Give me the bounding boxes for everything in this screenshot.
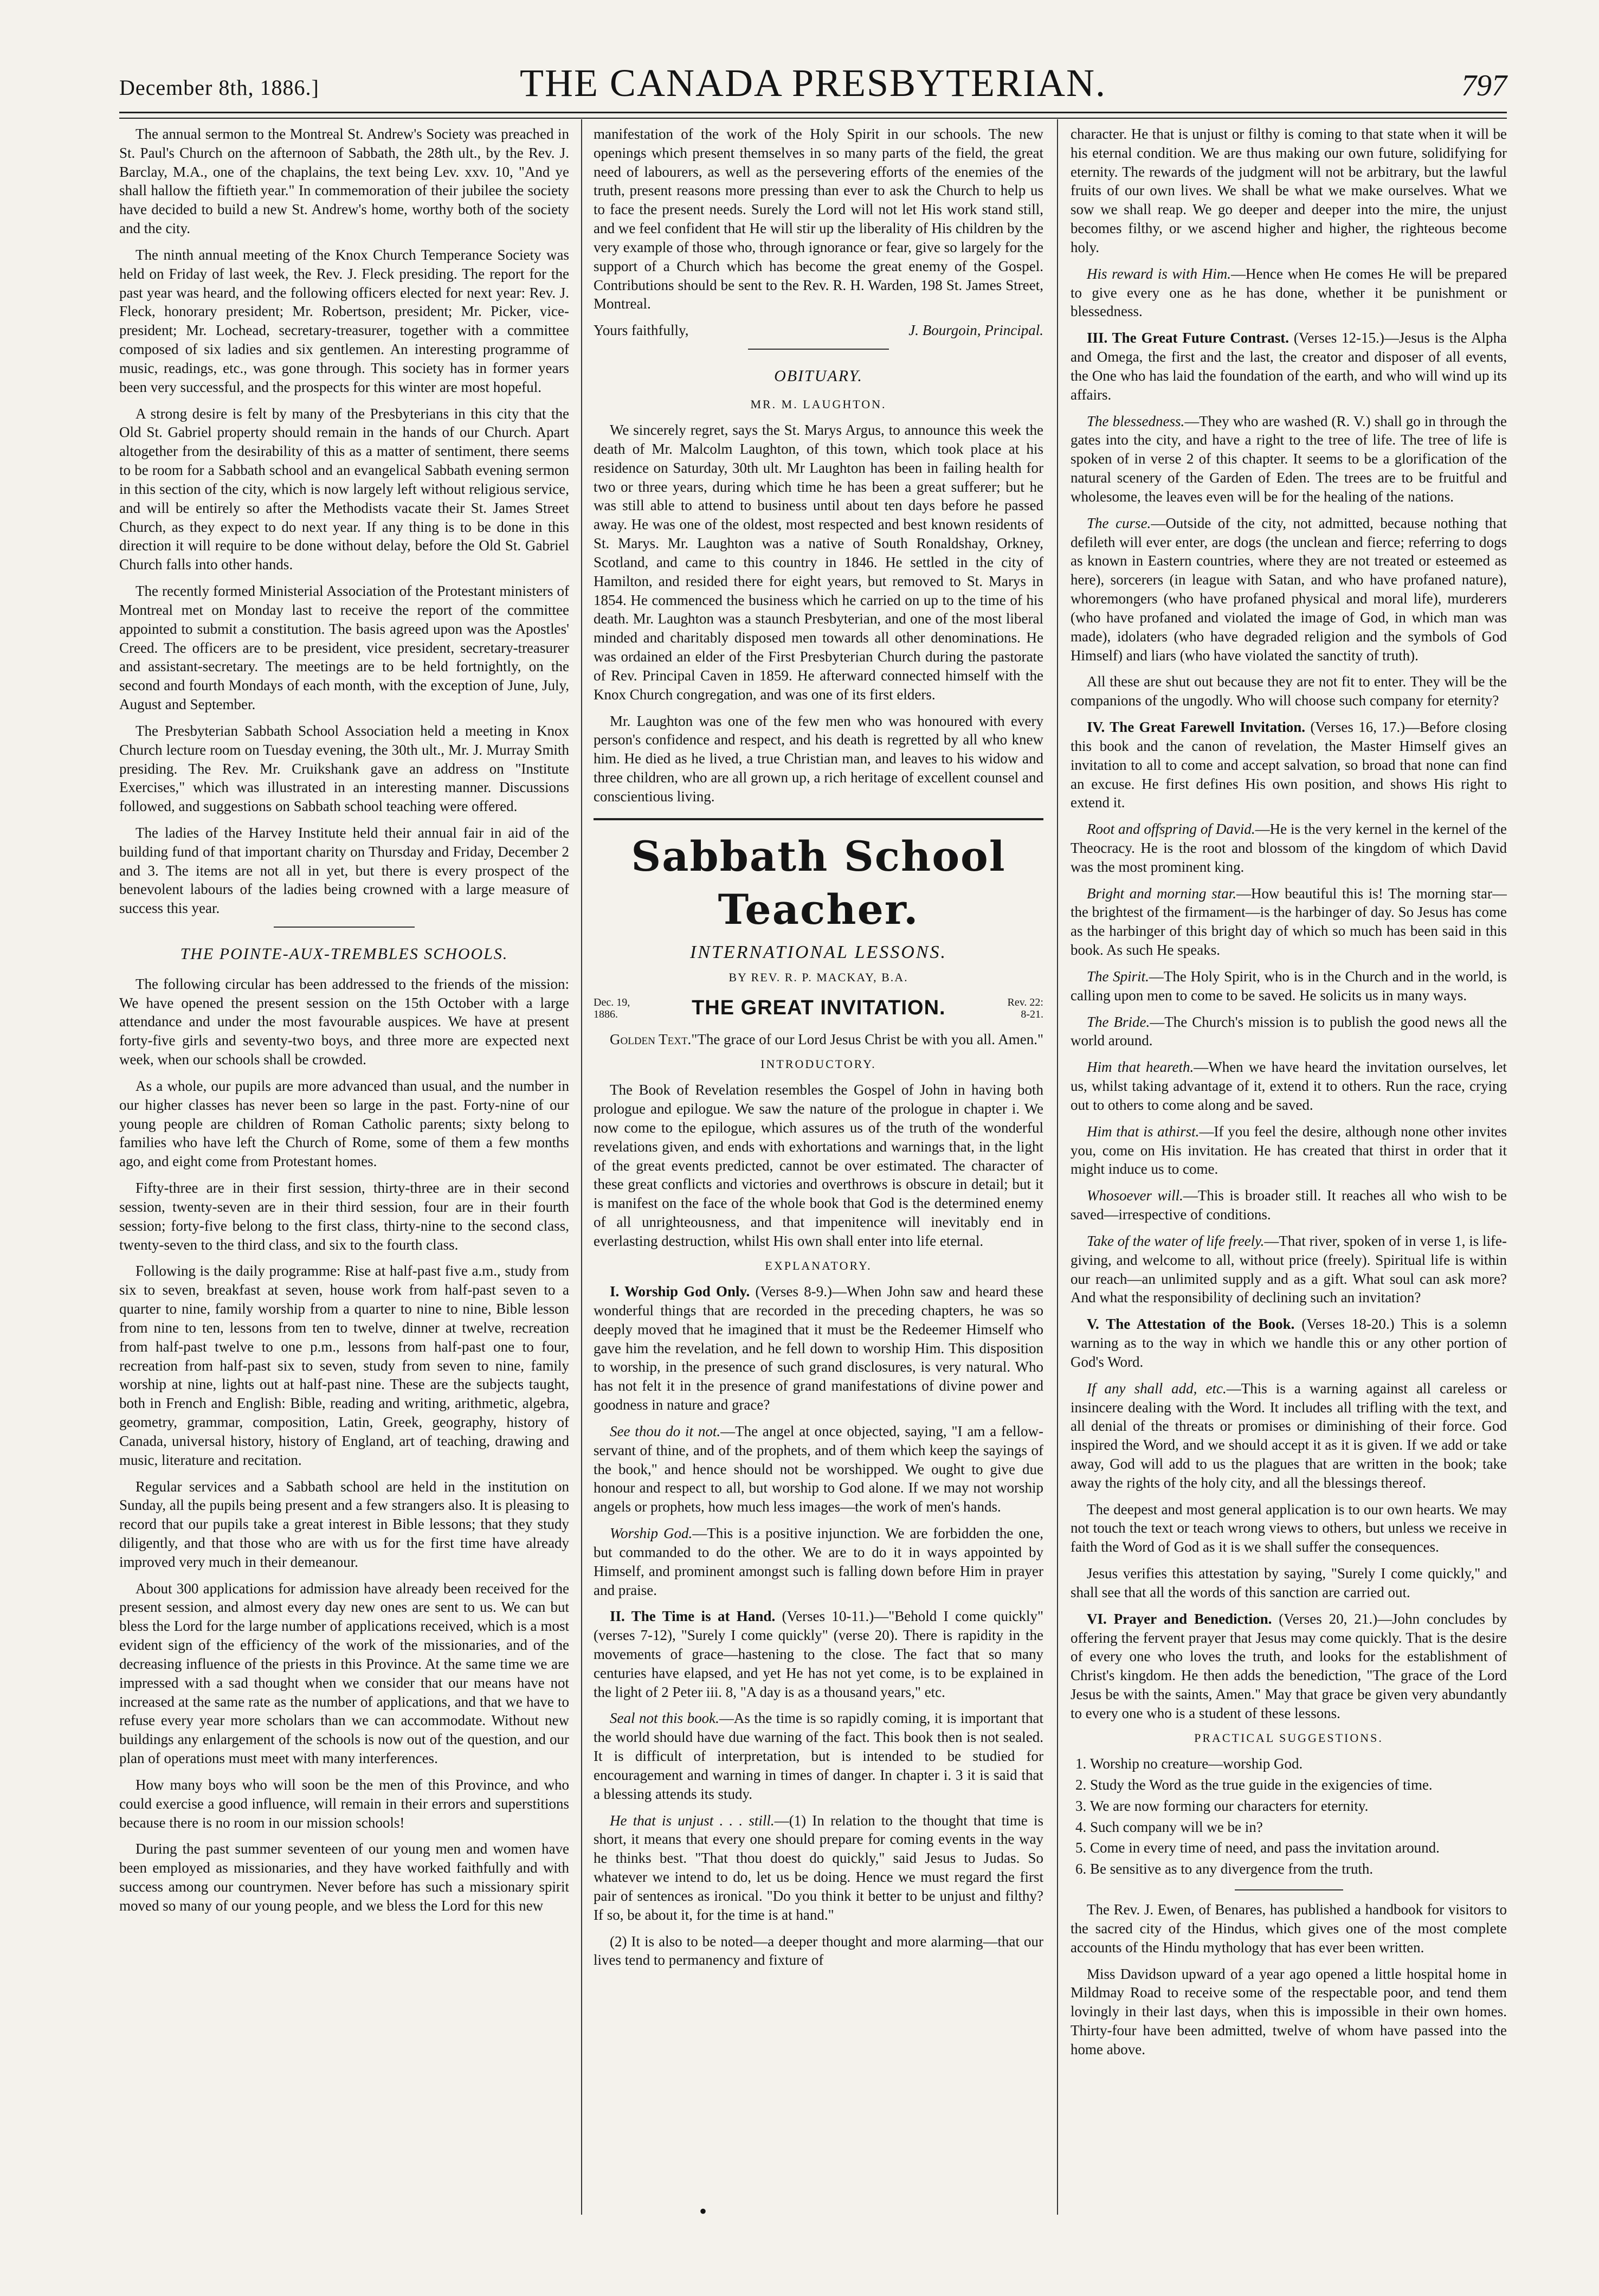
lesson-paragraph xyxy=(594,1607,1043,1701)
lesson-heading xyxy=(594,995,1043,1021)
news-paragraph: A strong desire is felt by many of the Presbyterians in this city that the Old St. Gabriel property should remain in the hands of our Church. Apart altogether from the desirability of this as a matter of sentiment, there seems to be room for a Sabbath school and an evangelical Sabbath evening sermon in this section of the city, which is now largely left without religious service, and will be entirely so after the Methodists vacate their St. James Street Church, as they expect to do next year. If any thing is to be done in this direction it will require to be done without delay, before the Old St. Gabriel Church falls into other hands. xyxy=(119,405,569,573)
point-heading: I. Worship God Only. xyxy=(610,1283,750,1300)
verse-body: —This is broader still. It reaches all who wish to be saved—irrespective of conditions. xyxy=(1071,1187,1507,1223)
suggestion-item: 5. Come in every time of need, and pass the invitation around. xyxy=(1090,1838,1507,1857)
article-paragraph: During the past summer seventeen of our young men and women have been employed as missionaries, and they have worked faithfully and with success among our countrymen. Never before has such a missionary spirit moved so many of our young people, and we bless the Lord for this new xyxy=(119,1841,569,1914)
golden-text xyxy=(594,1030,1043,1049)
verse-body: —(1) In relation to the thought that time is short, it means that every one should prepare for coming events in the way he thinks best. "That thou doest do quickly," said Jesus to Judas. So whatever we intend to do, let us be doing. Hence we must regard the first pair of sentences as ironical. "Do you think it better to be unjust and filthy? If so, be about it, for the time is at hand." xyxy=(594,1812,1043,1923)
article-paragraph: manifestation of the work of the Holy Spirit in our schools. The new openings which present themselves in so many parts of the field, the great need of labourers, as well as the persevering efforts of the enemies of the truth, present reasons more pressing than ever to ask the Church to help us to face the present needs. Surely the Lord will not let His work stand still, and we feel confident that He will stir up the liberality of His children by the very example of those who, through ignorance or fear, give so largely for the support of a Church which has become the great enemy of the Gospel. Contributions should be sent to the Rev. R. H. Warden, 198 St. James Street, Montreal. xyxy=(594,126,1043,312)
point-body: (Verses 8-9.)—When John saw and heard these wonderful things that are recorded in the preceding chapters, he was so deeply moved that he imagined that it must be the Redeemer Himself who gave him the revelation, and he fell down to worship Him. This disposition to worship, in the presence of such grand disclosures, is very natural. Who has not felt it in the presence of grand manifestations of divine power and goodness in nature and grace? xyxy=(594,1283,1043,1413)
lesson-paragraph: character. He that is unjust or filthy is coming to that state when it will be his eternal condition. We are thus making our own future, solidifying for eternity. The rewards of the judgment will not be arbitrary, but the lawful fruits of our own lives. We shall be what we make ourselves. What we sow we shall reap. We go deeper and deeper into the mire, the unjust becomes filthy, or we ascend higher and higher, the righteous become holy. xyxy=(1071,126,1507,255)
verse-phrase: His reward is with Him. xyxy=(1087,265,1231,282)
verse-body: —He is the very kernel in the kernel of the Theocracy. He is the root and blossom of the kingdom of which David was the most prominent king. xyxy=(1071,821,1507,875)
suggestion-item: 3. We are now forming our characters for eternity. xyxy=(1090,1797,1507,1816)
point-heading: III. The Great Future Contrast. xyxy=(1087,330,1289,346)
point-heading: IV. The Great Farewell Invitation. xyxy=(1087,719,1306,736)
section-divider xyxy=(274,927,415,928)
lesson-paragraph: All these are shut out because they are not fit to enter. They will be the companions of the ungodly. Who will choose such company for eternity? xyxy=(1071,673,1507,709)
suggestion-item: 2. Study the Word as the true guide in the exigencies of time. xyxy=(1090,1776,1507,1795)
lesson-paragraph xyxy=(1071,1232,1507,1307)
point-heading: VI. Prayer and Benediction. xyxy=(1087,1610,1272,1627)
verse-body: —The Holy Spirit, who is in the Church and in the world, is calling upon men to come to be saved. He solicits us in many ways. xyxy=(1071,968,1507,1004)
obituary-subject: MR. M. LAUGHTON. xyxy=(750,397,887,411)
obituary-paragraph: Mr. Laughton was one of the few men who was honoured with every person's confidence and respect, and his death is regretted by all who knew him. He died as he lived, a true Christian man, and leaves to his widow and three children, who are all grown up, a rich heritage of excellent counsel and conscientious living. xyxy=(594,712,1043,805)
point-body: (Verses 18-20.) This is a solemn warning as to the way in which we handle this or any other portion of God's Word. xyxy=(1071,1316,1507,1370)
suggestion-item: 1. Worship no creature—worship God. xyxy=(1090,1754,1507,1773)
lesson-paragraph xyxy=(594,1709,1043,1803)
news-paragraph: The annual sermon to the Montreal St. Andrew's Society was preached in St. Paul's Church on the afternoon of Sabbath, the 28th ult., by the Rev. J. Barclay, M.A., one of the chaplains, the text being Lev. xxv. 10, "And ye shall hallow the fiftieth year." In commemoration of their jubilee the society have decided to build a new St. Andrew's home, worthy both of the society and the city. xyxy=(119,126,569,237)
verse-body: —This is a positive injunction. We are forbidden the one, but commanded to do the other. We are to do it in ways appointed by Himself, and prominent amongst such is falling down before Him in prayer and praise. xyxy=(594,1525,1043,1598)
lesson-reference xyxy=(1008,996,1043,1020)
lesson-paragraph xyxy=(1071,967,1507,1005)
lesson-date-line: Dec. 19, xyxy=(594,996,630,1008)
lesson-paragraph xyxy=(1071,1186,1507,1224)
lesson-ref-line: 8-21. xyxy=(1021,1008,1043,1020)
sabbath-school-masthead: Sabbath School Teacher. xyxy=(594,818,1043,936)
verse-phrase: If any shall add, etc. xyxy=(1087,1380,1227,1397)
article-paragraph: How many boys who will soon be the men of this Province, and who could exercise a good influence, will remain in their errors and superstitions because there is no room in our mission schools! xyxy=(119,1776,569,1831)
lesson-paragraph xyxy=(594,1811,1043,1925)
section-divider xyxy=(1235,1889,1343,1890)
lesson-paragraph xyxy=(1071,1122,1507,1179)
point-heading: II. The Time is at Hand. xyxy=(610,1608,776,1625)
point-body: (Verses 16, 17.)—Before closing this book and the canon of revelation, the Master Himself gives an invitation to all to come and accept salvation, so broad that none can find an excuse. He first defines His own position, and shows His right to extend it. xyxy=(1071,719,1507,811)
column-rule xyxy=(1057,119,1058,2215)
golden-text-body: "The grace of our Lord Jesus Christ be with you all. Amen." xyxy=(691,1031,1043,1048)
lesson-paragraph xyxy=(1071,412,1507,506)
news-paragraph: The recently formed Ministerial Association of the Protestant ministers of Montreal met on Monday last to receive the report of the committee appointed to submit a constitution. The basis agreed upon was the Apostles' Creed. The officers are to be president, vice president, secretary-treasurer and assistant-secretary. The meetings are to be held fortnightly, on the second and fourth Mondays of each month, with the exception of June, July, August and September. xyxy=(119,583,569,713)
header-rule xyxy=(119,112,1507,119)
column-rule xyxy=(581,119,582,2215)
verse-body: —Outside of the city, not admitted, because nothing that defileth will ever enter, are dogs (the unclean and fierce; referring to dogs as known in Eastern countries, where they are not treated or esteemed as here), sorcerers (in league with Satan, and who have profaned nature), whoremongers (who have profaned physical and moral life), murderers (who have profaned and violated the image of God, in which man was made), idolaters (who have degraded religion and the symbols of God Himself) and liars (who have violated the sanctity of truth). xyxy=(1071,514,1507,664)
verse-phrase: The Bride. xyxy=(1087,1013,1150,1030)
lessons-subtitle: INTERNATIONAL LESSONS. xyxy=(689,942,947,962)
column-3 xyxy=(1071,125,1507,2226)
suggestion-item: 6. Be sensitive as to any divergence from the truth. xyxy=(1090,1860,1507,1879)
lesson-paragraph xyxy=(1071,329,1507,404)
obituary-heading: OBITUARY. xyxy=(774,367,863,385)
point-body: (Verses 12-15.)—Jesus is the Alpha and Omega, the first and the last, the creator and disposer of all events, the One who has laid the foundation of the earth, and who will wind up its affairs. xyxy=(1071,330,1507,403)
verse-body: —This is a warning against all careless or insincere dealing with the Word. It includes all trifling with the text, and all denial of the threats or promises or diminishing of their force. God inspired the Word, and we should accept it as it is given. If we add or take away, God will add to us the plagues that are written in the book; take away the rights of the holy city, and all the blessings thereof. xyxy=(1071,1380,1507,1491)
news-paragraph: The ninth annual meeting of the Knox Church Temperance Society was held on Friday of last week, the Rev. J. Fleck presiding. The report for the past year was heard, and the following officers elected for next year: Rev. J. Fleck, honorary president; Mr. Robertson, president; Mr. Picker, vice-president; Mr. Lochead, secretary-treasurer, together with a committee composed of six ladies and six gentlemen. An interesting programme of music, readings, etc., was gone through. This society has in former years been very successful, and the prospects for this winter are most hopeful. xyxy=(119,246,569,395)
publication-title: THE CANADA PRESBYTERIAN. xyxy=(519,61,1107,105)
news-paragraph: The Rev. J. Ewen, of Benares, has published a handbook for visitors to the sacred city of the Hindus, which gives one of the most complete accounts of the Hindu mythology that has ever been written. xyxy=(1071,1901,1507,1956)
verse-phrase: The blessedness. xyxy=(1087,413,1185,429)
lesson-title: THE GREAT INVITATION. xyxy=(692,996,946,1020)
lesson-ref-line: Rev. 22: xyxy=(1007,996,1043,1008)
lesson-paragraph xyxy=(1071,1315,1507,1371)
introductory-heading: INTRODUCTORY. xyxy=(760,1057,876,1071)
article-paragraph: Regular services and a Sabbath school are held in the institution on Sunday, all the pupils being present and a few strangers also. It is pleasing to record that our pupils take a great interest in Bible lessons; that they study diligently, and that those who are with us for the first time have already improved very much in their demeanour. xyxy=(119,1478,569,1570)
verse-body: —If you feel the desire, although none other invites you, come on His invitation. He has created that thirst in order that it might induce us to come. xyxy=(1071,1123,1507,1178)
verse-phrase: Root and offspring of David. xyxy=(1087,821,1255,838)
lesson-paragraph: Jesus verifies this attestation by saying, "Surely I come quickly," and shall see that all the words of this sanction are carried out. xyxy=(1071,1565,1507,1600)
lesson-paragraph xyxy=(594,1422,1043,1516)
obituary-paragraph: We sincerely regret, says the St. Marys Argus, to announce this week the death of Mr. Malcolm Laughton, of this town, which took place at his residence on Saturday, 30th ult. Mr Laughton has been in failing health for two or three years, during which time he has been a great sufferer; but he was still able to attend to business until about ten days before he passed away. He was one of the oldest, most respected and best known residents of St. Marys. Mr. Laughton was a native of South Ronaldshay, Orkney, Scotland, and came to this country in 1846. He settled in the city of Hamilton, and resided there for eight years, but removed to St. Marys in 1854. He commenced the business which he carried on up to the time of his death. Mr. Laughton was a staunch Presbyterian, and one of the most liberal minded and charitably disposed men towards all other denominations. He was ordained an elder of the First Presbyterian Church during the pastorate of Rev. Principal Caven in 1859. He afterward connected himself with the Knox Church congregation, and was one of its first elders. xyxy=(594,422,1043,703)
section-heading: THE POINTE-AUX-TREMBLES SCHOOLS. xyxy=(180,945,508,963)
news-paragraph: The Presbyterian Sabbath School Association held a meeting in Knox Church lecture room on Tuesday evening, the 30th ult., Mr. J. Murray Smith presiding. The Rev. Mr. Cruikshank gave an address on "Institute Exercises," which was illustrated in an interesting manner. Discussions followed, and suggestions on Sabbath school teaching were offered. xyxy=(119,722,569,815)
verse-phrase: Whosoever will. xyxy=(1087,1187,1183,1204)
lesson-paragraph: The deepest and most general application is to our own hearts. We may not touch the text or teach wrong views to others, but unless we receive in faith the Word of God as it is we shall suffer the consequences. xyxy=(1071,1501,1507,1555)
page-number: 797 xyxy=(1461,69,1507,102)
verse-phrase: Seal not this book. xyxy=(610,1710,719,1727)
point-body: (Verses 10-11.)—"Behold I come quickly" (verses 7-12), "Surely I come quickly" (verse 20). There is rapidity in the movements of grace—hastening to the close. The fact that so many centuries have elapsed, and yet He has not yet come, is to be explained in the light of 2 Peter iii. 8, "A day is as a thousand years," etc. xyxy=(594,1608,1043,1700)
verse-phrase: The curse. xyxy=(1087,514,1151,531)
verse-body: —As the time is so rapidly coming, it is important that the world should have due warning of the fact. This book then is not sealed. It is difficult of interpretation, but is intended to be studied for encouragement and warning in times of danger. In chapter i. 3 it is said that a blessing attends its study. xyxy=(594,1710,1043,1802)
lesson-paragraph xyxy=(1071,1058,1507,1114)
article-paragraph: As a whole, our pupils are more advanced than usual, and the number in our higher classes has never been so large in the past. Forty-nine of our young people are children of Roman Catholic parents; sixty belong to families who have left the Church of Rome, some of them a few months ago, and eight come from Protestant homes. xyxy=(119,1077,569,1170)
verse-body: —When we have heard the invitation ourselves, let us, whilst taking advantage of it, extend it to others. Run the race, crying out to others to come along and be saved. xyxy=(1071,1059,1507,1113)
lesson-paragraph xyxy=(1071,884,1507,960)
signature-name: J. Bourgoin, Principal. xyxy=(908,322,1043,339)
verse-body: —The angel at once objected, saying, "I am a fellow-servant of thine, and of the prophets, and of them which keep the sayings of the book," and hence should not be worshipped. We ought to give due honour and respect to all, but worship to God alone. If we may not worship angels or prophets, how much less images—the work of men's hands. xyxy=(594,1423,1043,1515)
verse-phrase: The Spirit. xyxy=(1087,968,1149,985)
verse-body: —How beautiful this is! The morning star—the brightest of the firmament—is the harbinger of day. So Jesus has come as the harbinger of this bright day of which so much has been said in this book. As such He speaks. xyxy=(1071,885,1507,959)
lesson-date-line: 1886. xyxy=(594,1008,618,1020)
lesson-paragraph xyxy=(1071,718,1507,812)
signature-line xyxy=(594,321,1043,340)
verse-phrase: Worship God. xyxy=(610,1525,693,1542)
news-paragraph: Miss Davidson upward of a year ago opened a little hospital home in Mildmay Road to receive some of the respectable poor, and tend them lovingly in their last days, when this is impossible in their own homes. Thirty-four have been admitted, twelve of whom have passed into the home above. xyxy=(1071,1965,1507,2057)
article-paragraph: About 300 applications for admission have already been received for the present session, and almost every day new ones are sent to us. We can but bless the Lord for the large number of applications received, which is a most evident sign of the efficiency of the work of the missionaries, and of the decreasing influence of the priests in this Province. At the same time we are impressed with a sad thought when we consider that our means have not increased at the same rate as the number of applications, and that we have to refuse every year more scholars than we can accommodate. Without new buildings any enlargement of the schools is now out of the question, and our plan of operations must meet with many interferences. xyxy=(119,1580,569,1767)
lesson-paragraph xyxy=(1071,1610,1507,1723)
suggestion-item: 4. Such company will we be in? xyxy=(1090,1818,1507,1837)
column-1 xyxy=(119,125,569,2226)
column-2 xyxy=(594,125,1043,2226)
verse-phrase: Take of the water of life freely. xyxy=(1087,1232,1265,1249)
lesson-paragraph xyxy=(1071,1013,1507,1051)
explanatory-heading: EXPLANATORY. xyxy=(765,1258,872,1272)
lesson-paragraph xyxy=(1071,1379,1507,1493)
verse-phrase: Bright and morning star. xyxy=(1087,885,1237,902)
section-divider xyxy=(748,349,889,350)
suggestions-list xyxy=(1071,1754,1507,1879)
article-paragraph: The following circular has been addressed to the friends of the mission: We have opened the present session on the 15th October with a large attendance and under the most favourable auspices. We have at present forty-five girls and seventy-two boys, and three more are expected next week, when our schools shall be crowded. xyxy=(119,975,569,1068)
lesson-paragraph xyxy=(1071,820,1507,876)
lesson-paragraph xyxy=(594,1524,1043,1599)
lesson-paragraph xyxy=(594,1282,1043,1414)
verse-body: —They who are washed (R. V.) shall go in through the gates into the city, and have a right to the tree of life. The tree of life is spoken of in verse 2 of this chapter. It seems to be a glorification of the natural scenery of the Garden of Eden. The trees are to be fruitful and wholesome, the leaves even will be for the healing of the nations. xyxy=(1071,413,1507,505)
lessons-byline: BY REV. R. P. MACKAY, B.A. xyxy=(728,970,908,984)
article-paragraph: Fifty-three are in their first session, thirty-three are in their second session, twenty-seven are in their third session, four are in their fourth session; forty-five belong to the first class, thirty-nine to the second class, twenty-seven to the third class, and six to the fourth class. xyxy=(119,1180,569,1253)
lesson-paragraph xyxy=(1071,514,1507,665)
page-header xyxy=(119,54,1507,114)
lesson-date xyxy=(594,996,630,1020)
article-paragraph: Following is the daily programme: Rise at half-past five a.m., study from six to seven, breakfast at seven, house work from half-past seven to a quarter to nine, family worship from a quarter to nine to nine, Bible lesson from nine to ten, lessons from ten to twelve, dinner at twelve, recreation from half-past twelve to one p.m., lessons from half-past one to four, recreation from half-past six to seven, study from seven to nine, family worship at nine, lights out at half-past nine. These are the subjects taught, both in French and English: Bible, reading and writing, arithmetic, algebra, geometry, grammar, composition, Latin, Greek, geography, history of Canada, universal history, history of England, art of teaching, drawing and music, literature and recitation. xyxy=(119,1263,569,1468)
news-paragraph: The ladies of the Harvey Institute held their annual fair in aid of the building fund of that important charity on Thursday and Friday, December 2 and 3. The items are not all in yet, but there is every prospect of the benevolent labours of the ladies being crowned with a large measure of success this year. xyxy=(119,824,569,917)
verse-body: —That river, spoken of in verse 1, is life-giving, and welcome to all, without price (freely). Spiritual life is within our reach—an unlimited supply and as a gift. What soul can ask more? And what the responsibility of declining such an invitation? xyxy=(1071,1232,1507,1306)
point-heading: V. The Attestation of the Book. xyxy=(1087,1316,1295,1333)
lesson-paragraph: (2) It is also to be noted—a deeper thought and more alarming—that our lives tend to permanency and fixture of xyxy=(594,1933,1043,1969)
point-body: (Verses 20, 21.)—John concludes by offering the fervent prayer that Jesus may come quickly. That is the desire of every one who loves the truth, and looks for the establishment of Christ's kingdom. He then adds the benediction, "The grace of the Lord Jesus be with the saints, Amen." May that grace be given very abundantly to every one who is a student of these lessons. xyxy=(1071,1610,1507,1721)
signature-closing: Yours faithfully, xyxy=(594,322,689,339)
header-date: December 8th, 1886.] xyxy=(119,75,319,100)
suggestions-heading: PRACTICAL SUGGESTIONS. xyxy=(1194,1731,1383,1745)
lesson-paragraph: The Book of Revelation resembles the Gospel of John in having both prologue and epilogue. We saw the nature of the prologue in chapter i. We now come to the epilogue, which assures us of the truth of the wonderful revelations given, and ends with exhortations and warnings that, in the light of the great events predicted, cannot be over estimated. The character of these great conflicts and victories and overthrows is obscure in detail; but it is manifest on the face of the whole book that God is the determined enemy of all unrighteousness, and that impenitence will inevitably end in everlasting destruction, whilst His own shall enter into life eternal. xyxy=(594,1082,1043,1249)
verse-body: —Hence when He comes He will be prepared to give every one as he has done, whether it be punishment or blessedness. xyxy=(1071,265,1507,320)
verse-phrase: Him that is athirst. xyxy=(1087,1123,1200,1140)
verse-phrase: He that is unjust . . . still. xyxy=(610,1812,775,1829)
verse-phrase: See thou do it not. xyxy=(610,1423,721,1439)
golden-text-label: Golden Text. xyxy=(610,1031,692,1048)
footer-mark: • xyxy=(699,2199,707,2223)
verse-phrase: Him that heareth. xyxy=(1087,1059,1194,1076)
lesson-paragraph xyxy=(1071,265,1507,321)
verse-body: —The Church's mission is to publish the good news all the world around. xyxy=(1071,1013,1507,1049)
